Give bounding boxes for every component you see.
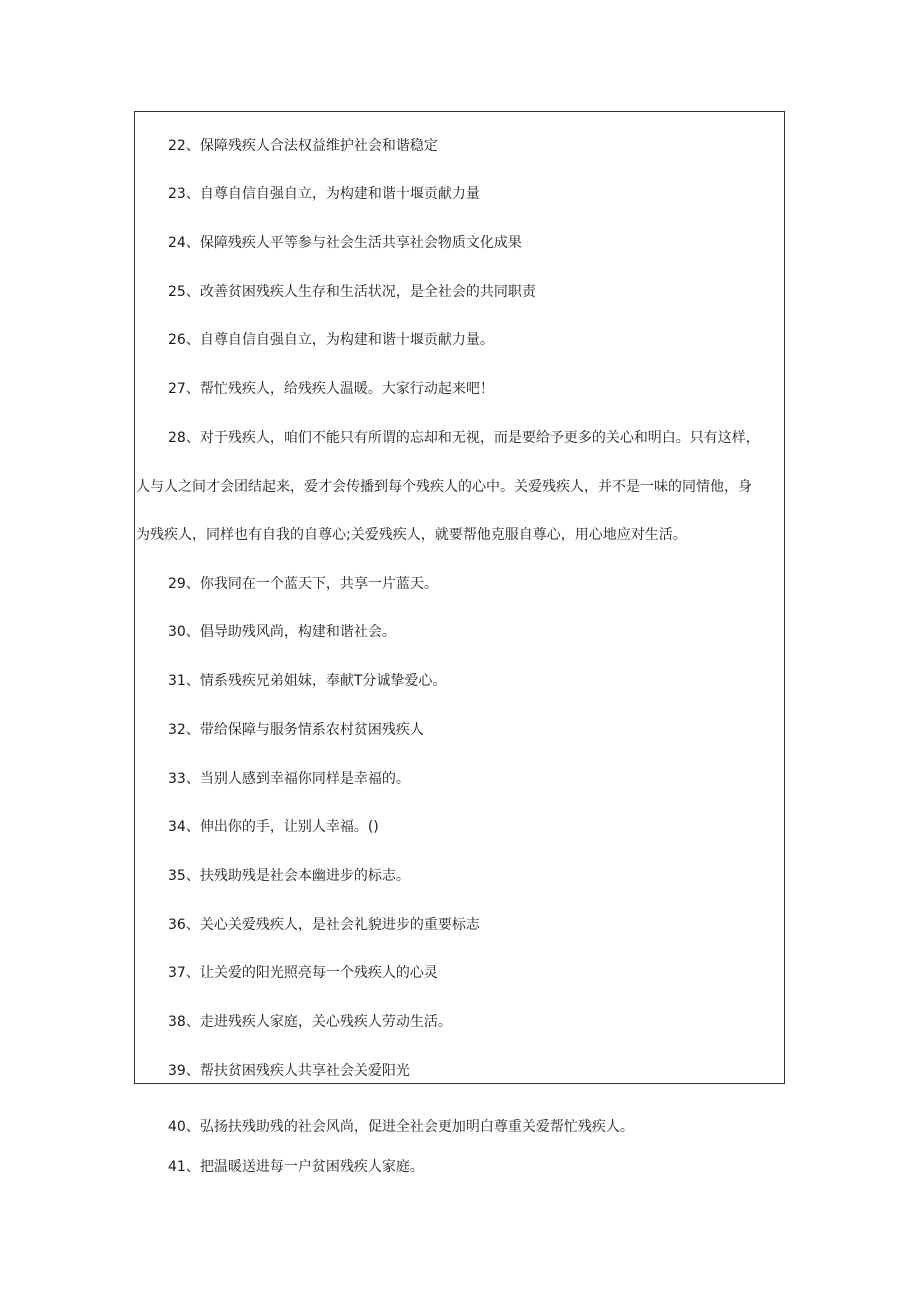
slogan-item-28-line1: 28、对于残疾人，咱们不能只有所谓的忘却和无视，而是要给予更多的关心和明白。只有这样， bbox=[168, 430, 760, 446]
slogan-item-22: 22、保障残疾人合法权益维护社会和谐稳定 bbox=[168, 138, 438, 154]
slogan-item-40: 40、弘扬扶残助残的社会风尚，促进全社会更加明白尊重关爱帮忙残疾人。 bbox=[168, 1119, 634, 1135]
slogan-item-31: 31、情系残疾兄弟姐妹，奉献T分诚挚爱心。 bbox=[168, 673, 447, 689]
slogan-item-23: 23、自尊自信自强自立，为构建和谐十堰贡献力量 bbox=[168, 186, 480, 202]
slogan-item-32: 32、带给保障与服务情系农村贫困残疾人 bbox=[168, 722, 424, 738]
slogan-item-34: 34、伸出你的手，让别人幸福。() bbox=[168, 819, 379, 835]
slogan-item-33: 33、当别人感到幸福你同样是幸福的。 bbox=[168, 771, 410, 787]
slogan-item-25: 25、改善贫困残疾人生存和生活状况，是全社会的共同职责 bbox=[168, 284, 536, 300]
slogan-item-24: 24、保障残疾人平等参与社会生活共享社会物质文化成果 bbox=[168, 235, 522, 251]
slogan-item-30: 30、倡导助残风尚，构建和谐社会。 bbox=[168, 624, 396, 640]
slogan-item-41: 41、把温暖送进每一户贫困残疾人家庭。 bbox=[168, 1159, 424, 1175]
slogan-item-38: 38、走进残疾人家庭，关心残疾人劳动生活。 bbox=[168, 1014, 452, 1030]
slogan-item-29: 29、你我同在一个蓝天下，共享一片蓝天。 bbox=[168, 576, 438, 592]
slogan-item-26: 26、自尊自信自强自立，为构建和谐十堰贡献力量。 bbox=[168, 332, 494, 348]
slogan-table-box bbox=[134, 111, 785, 1084]
slogan-item-39: 39、帮扶贫困残疾人共享社会关爱阳光 bbox=[168, 1063, 410, 1079]
slogan-item-28-line3: 为残疾人，同样也有自我的自尊心;关爱残疾人，就要帮他克服自尊心，用心地应对生活。 bbox=[136, 527, 687, 543]
slogan-item-37: 37、让关爱的阳光照亮每一个残疾人的心灵 bbox=[168, 965, 438, 981]
slogan-item-27: 27、帮忙残疾人，给残疾人温暖。大家行动起来吧！ bbox=[168, 381, 494, 397]
slogan-item-36: 36、关心关爱残疾人，是社会礼貌进步的重要标志 bbox=[168, 917, 480, 933]
slogan-item-35: 35、扶残助残是社会本幽进步的标志。 bbox=[168, 868, 410, 884]
slogan-item-28-line2: 人与人之间才会团结起来，爱才会传播到每个残疾人的心中。关爱残疾人，并不是一味的同情他，身 bbox=[136, 479, 752, 495]
